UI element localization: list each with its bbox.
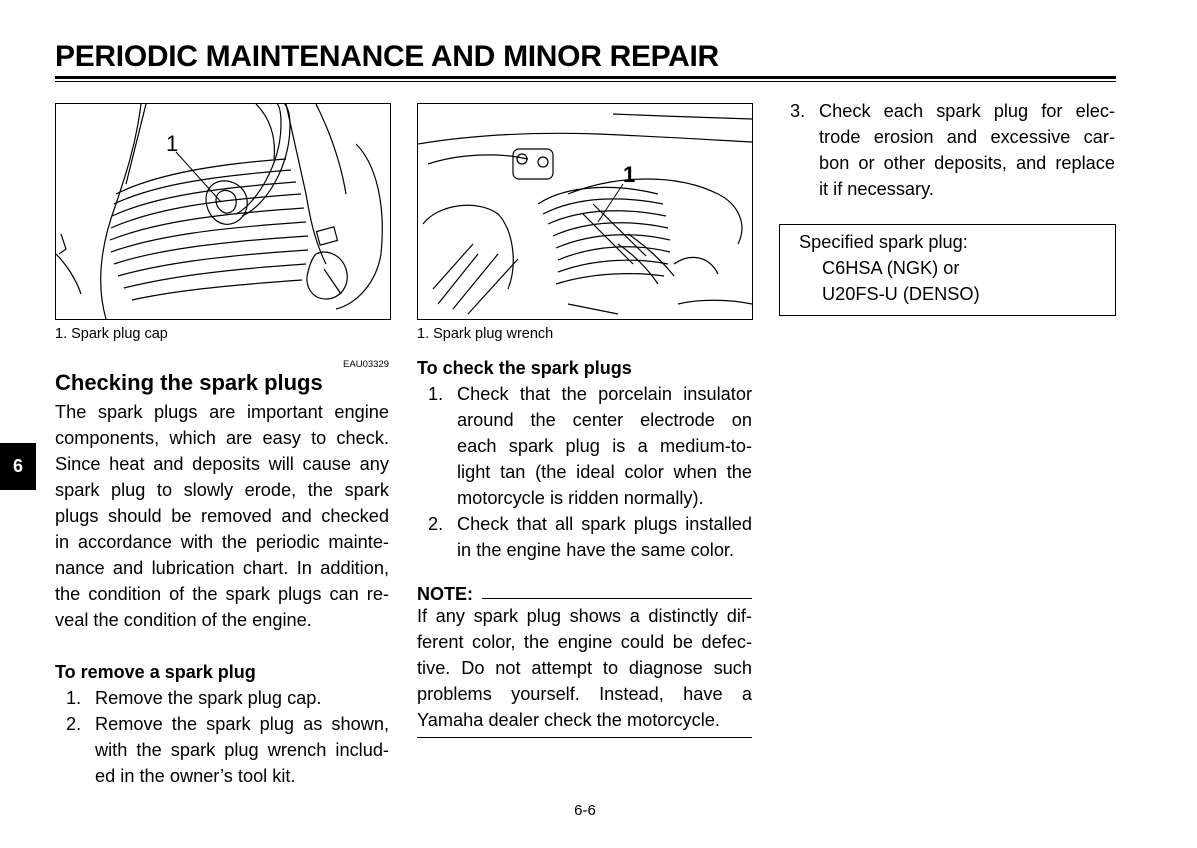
spec-value-ngk: C6HSA (NGK) or [822,258,960,278]
figure-spark-plug-cap [55,103,391,320]
step-number: 1. [66,688,82,708]
paragraph-line: components, which are easy to check. [55,428,389,448]
step-line: trode erosion and excessive car- [819,127,1115,147]
paragraph-line: nance and lubrication chart. In addition, [55,558,389,578]
chapter-tab: 6 [0,443,36,490]
list-item [779,98,1115,202]
figure-caption: 1. Spark plug wrench [417,326,554,342]
page-number: 6-6 [574,802,596,819]
page-title: PERIODIC MAINTENANCE AND MINOR REPAIR [55,40,719,73]
list-item [417,381,752,511]
subheading-remove: To remove a spark plug [55,662,256,682]
step-line: it if necessary. [819,179,934,199]
step-line: light tan (the ideal color when the [457,462,752,482]
note-line: ferent color, the engine could be defec- [417,632,752,652]
paragraph-line: veal the condition of the engine. [55,610,312,630]
note-end-rule [417,737,752,738]
step-number: 1. [428,384,444,404]
step-number: 3. [790,101,806,121]
step-line: Remove the spark plug as shown, [95,714,389,734]
spec-value-denso: U20FS-U (DENSO) [822,284,980,304]
figure-spark-plug-wrench [417,103,753,320]
paragraph-line: The spark plugs are important engine [55,402,389,422]
paragraph-line: the condition of the spark plugs can re- [55,584,389,604]
step-line: with the spark plug wrench includ- [95,740,389,760]
step-line: around the center electrode on [457,410,752,430]
section-heading: Checking the spark plugs [55,370,323,395]
step-number: 2. [428,514,444,534]
remove-steps [55,685,389,789]
step-line: ed in the owner’s tool kit. [95,766,296,786]
note-label: NOTE: [417,584,473,604]
list-item [55,711,389,789]
paragraph-line: spark plug to slowly erode, the spark [55,480,389,500]
figure-callout-1: 1 [166,131,179,156]
note-body [417,603,752,733]
list-item [417,511,752,563]
step-line: Check that all spark plugs installed [457,514,752,534]
title-rule-thin [55,81,1116,82]
step-line: Remove the spark plug cap. [95,688,322,708]
step-line: Check each spark plug for elec- [819,101,1115,121]
check-steps-continued [779,98,1115,202]
title-rule-thick [55,76,1116,79]
step-line: in the engine have the same color. [457,540,735,560]
figure-caption: 1. Spark plug cap [55,326,168,342]
paragraph-line: in accordance with the periodic mainte- [55,532,389,552]
spec-title: Specified spark plug: [799,232,968,252]
figure-callout-1: 1 [623,162,636,187]
intro-paragraph [55,399,389,633]
list-item [55,685,389,711]
note-line: tive. Do not attempt to diagnose such [417,658,752,678]
paragraph-line: plugs should be removed and checked [55,506,389,526]
note-line: Yamaha dealer check the motorcycle. [417,710,720,730]
engine-illustration-cap [56,104,390,319]
step-line: bon or other deposits, and replace [819,153,1115,173]
step-line: Check that the porcelain insulator [457,384,752,404]
document-code: EAU03329 [343,359,389,370]
note-line: If any spark plug shows a distinctly dif- [417,606,752,626]
note-line: problems yourself. Instead, have a [417,684,752,704]
check-steps [417,381,752,563]
paragraph-line: Since heat and deposits will cause any [55,454,389,474]
engine-illustration-wrench [418,104,752,319]
note-rule [482,598,752,599]
step-line: each spark plug is a medium-to- [457,436,752,456]
step-line: motorcycle is ridden normally). [457,488,704,508]
step-number: 2. [66,714,82,734]
subheading-check: To check the spark plugs [417,358,632,378]
